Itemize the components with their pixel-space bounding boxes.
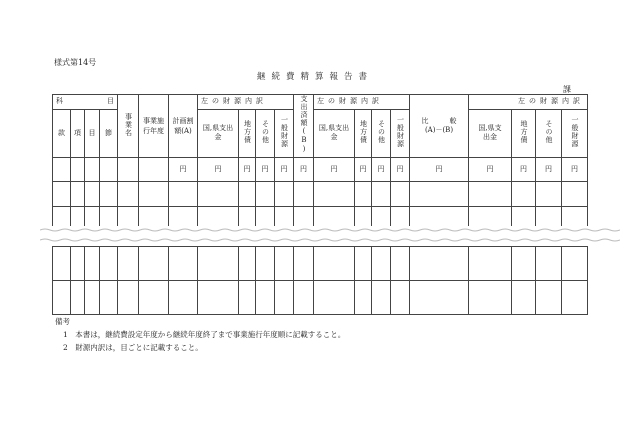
yen-cell: 円	[239, 158, 256, 182]
department-label: 課	[563, 85, 571, 94]
yen-cell: 円	[314, 158, 355, 182]
notes-heading: 備考	[55, 317, 70, 326]
report-table	[52, 94, 588, 232]
header-breakdown-1: 左の財源内訳	[198, 95, 294, 110]
header-sonota-3: その他	[536, 109, 562, 157]
break-wave-top	[40, 228, 620, 232]
form-number: 様式第14号	[54, 58, 97, 67]
yen-cell: 円	[256, 158, 275, 182]
header-breakdown-2: 左の財源内訳	[314, 95, 410, 110]
header-kokuken-2: 国,県支出金	[314, 109, 355, 157]
yen-cell: 円	[372, 158, 391, 182]
yen-cell: 円	[391, 158, 410, 182]
notes-section	[55, 315, 345, 354]
header-ippan-3: 一般財源	[562, 109, 588, 157]
header-nendo: 事業施行年度	[139, 95, 169, 158]
document-title: 継続費精算報告書	[256, 72, 373, 82]
yen-cell: 円	[355, 158, 372, 182]
header-chihousai-3: 地方債	[512, 109, 536, 157]
yen-cell: 円	[469, 158, 512, 182]
yen-cell: 円	[512, 158, 536, 182]
hikaku-top: 比 較	[421, 117, 457, 125]
header-setsu: 節	[100, 109, 118, 157]
yen-cell: 円	[410, 158, 469, 182]
break-wave-bottom	[40, 238, 620, 242]
header-chihousai-2: 地方債	[355, 109, 372, 157]
header-kan: 款	[53, 109, 71, 157]
yen-cell: 円	[536, 158, 562, 182]
header-kokuken-3: 国,県支 出金	[469, 109, 512, 157]
header-plan: 計画割額(A)	[169, 95, 198, 158]
header-kokuken-1: 国,県支出金	[198, 109, 239, 157]
header-jigyomei: 事業名	[118, 95, 139, 158]
header-kamoku: 科	[56, 97, 63, 106]
header-hikaku	[410, 95, 469, 158]
header-kamoku-moku	[53, 95, 118, 110]
yen-cell: 円	[198, 158, 239, 182]
yen-cell: 円	[294, 158, 314, 182]
yen-row	[53, 158, 588, 182]
table-row	[53, 247, 588, 281]
header-shishutsu: 支出済額(B)	[294, 95, 314, 158]
header-moku: 目	[107, 97, 114, 106]
header-ippan-2: 一般財源	[391, 109, 410, 157]
yen-cell: 円	[562, 158, 588, 182]
note-item-1: 1 本書は，継続費設定年度から継続年度終了まで事業施行年度順に記載すること。	[63, 330, 346, 339]
hikaku-bottom: (A)－(B)	[424, 126, 454, 134]
header-breakdown-3: 左の財源内訳	[469, 95, 588, 110]
table-row	[53, 182, 588, 207]
table-row	[53, 281, 588, 315]
header-ippan-1: 一般財源	[275, 109, 294, 157]
yen-cell: 円	[169, 158, 198, 182]
header-kou: 項	[71, 109, 85, 157]
header-chihousai-1: 地方債	[239, 109, 256, 157]
header-sonota-1: その他	[256, 109, 275, 157]
note-item-2: 2 財源内訳は，目ごとに記載すること。	[63, 343, 203, 352]
header-moku2: 目	[85, 109, 100, 157]
report-table-continued	[52, 246, 588, 315]
yen-cell: 円	[275, 158, 294, 182]
header-sonota-2: その他	[372, 109, 391, 157]
